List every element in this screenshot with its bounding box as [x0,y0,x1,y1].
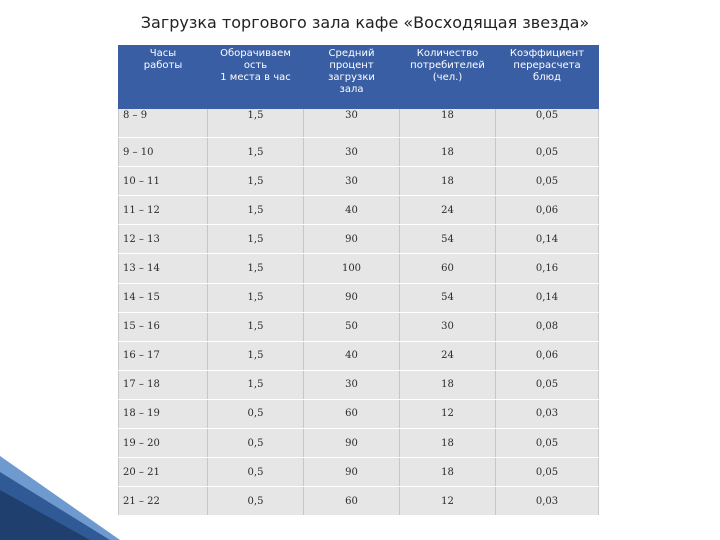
page-title: Загрузка торгового зала кафе «Восходящая звезда» [140,13,590,32]
turnover-cell: 0,5 [208,399,304,428]
consumers-cell: 18 [400,429,496,458]
load-percent-cell: 90 [304,458,400,487]
table-row [119,370,599,399]
load-percent-cell: 40 [304,341,400,370]
consumers-cell: 18 [400,109,496,138]
table-row [119,109,599,138]
hours-cell: 16 – 17 [119,341,208,370]
load-percent-cell: 30 [304,138,400,167]
hours-cell: 8 – 9 [119,109,208,138]
table-row [119,225,599,254]
load-percent-cell: 60 [304,487,400,516]
coefficient-cell: 0,05 [496,138,599,167]
consumers-cell: 24 [400,341,496,370]
hours-cell: 15 – 16 [119,312,208,341]
hours-cell: 13 – 14 [119,254,208,283]
hours-cell: 10 – 11 [119,167,208,196]
hours-cell: 19 – 20 [119,429,208,458]
table-row [119,138,599,167]
consumers-cell: 12 [400,487,496,516]
consumers-cell: 18 [400,167,496,196]
turnover-cell: 1,5 [208,283,304,312]
table-row [119,312,599,341]
coefficient-cell: 0,05 [496,167,599,196]
header-coefficient: Коэффициент перерасчета блюд [496,46,599,109]
table-row [119,429,599,458]
load-percent-cell: 30 [304,370,400,399]
table-row [119,458,599,487]
turnover-cell: 1,5 [208,167,304,196]
consumers-cell: 54 [400,283,496,312]
consumers-cell: 24 [400,196,496,225]
coefficient-cell: 0,05 [496,429,599,458]
coefficient-cell: 0,16 [496,254,599,283]
corner-decoration [0,450,120,540]
consumers-cell: 12 [400,399,496,428]
load-table [118,45,599,516]
load-percent-cell: 30 [304,167,400,196]
consumers-cell: 30 [400,312,496,341]
coefficient-cell: 0,06 [496,196,599,225]
coefficient-cell: 0,14 [496,225,599,254]
turnover-cell: 1,5 [208,109,304,138]
hours-cell: 9 – 10 [119,138,208,167]
hours-cell: 20 – 21 [119,458,208,487]
hours-cell: 21 – 22 [119,487,208,516]
table-body [119,109,599,516]
turnover-cell: 1,5 [208,254,304,283]
turnover-cell: 1,5 [208,312,304,341]
load-percent-cell: 90 [304,225,400,254]
coefficient-cell: 0,08 [496,312,599,341]
coefficient-cell: 0,03 [496,487,599,516]
turnover-cell: 1,5 [208,225,304,254]
coefficient-cell: 0,06 [496,341,599,370]
coefficient-cell: 0,05 [496,370,599,399]
coefficient-cell: 0,05 [496,109,599,138]
table-row [119,254,599,283]
hours-cell: 12 – 13 [119,225,208,254]
consumers-cell: 60 [400,254,496,283]
load-percent-cell: 30 [304,109,400,138]
header-hours: Часы работы [119,46,208,109]
load-percent-cell: 50 [304,312,400,341]
turnover-cell: 1,5 [208,341,304,370]
turnover-cell: 0,5 [208,458,304,487]
header-row [119,46,599,109]
load-percent-cell: 100 [304,254,400,283]
header-consumers: Количество потребителей (чел.) [400,46,496,109]
hours-cell: 18 – 19 [119,399,208,428]
consumers-cell: 54 [400,225,496,254]
turnover-cell: 0,5 [208,429,304,458]
table-row [119,167,599,196]
coefficient-cell: 0,05 [496,458,599,487]
turnover-cell: 1,5 [208,196,304,225]
table-row [119,399,599,428]
table-row [119,196,599,225]
table-row [119,283,599,312]
load-percent-cell: 40 [304,196,400,225]
hours-cell: 17 – 18 [119,370,208,399]
load-percent-cell: 90 [304,283,400,312]
turnover-cell: 1,5 [208,370,304,399]
load-percent-cell: 60 [304,399,400,428]
turnover-cell: 0,5 [208,487,304,516]
hours-cell: 11 – 12 [119,196,208,225]
turnover-cell: 1,5 [208,138,304,167]
coefficient-cell: 0,14 [496,283,599,312]
load-percent-cell: 90 [304,429,400,458]
table-row [119,341,599,370]
consumers-cell: 18 [400,138,496,167]
hours-cell: 14 – 15 [119,283,208,312]
header-turnover: Оборачиваем ость 1 места в час [208,46,304,109]
consumers-cell: 18 [400,370,496,399]
consumers-cell: 18 [400,458,496,487]
header-load-percent: Средний процент загрузки зала [304,46,400,109]
coefficient-cell: 0,03 [496,399,599,428]
table-row [119,487,599,516]
